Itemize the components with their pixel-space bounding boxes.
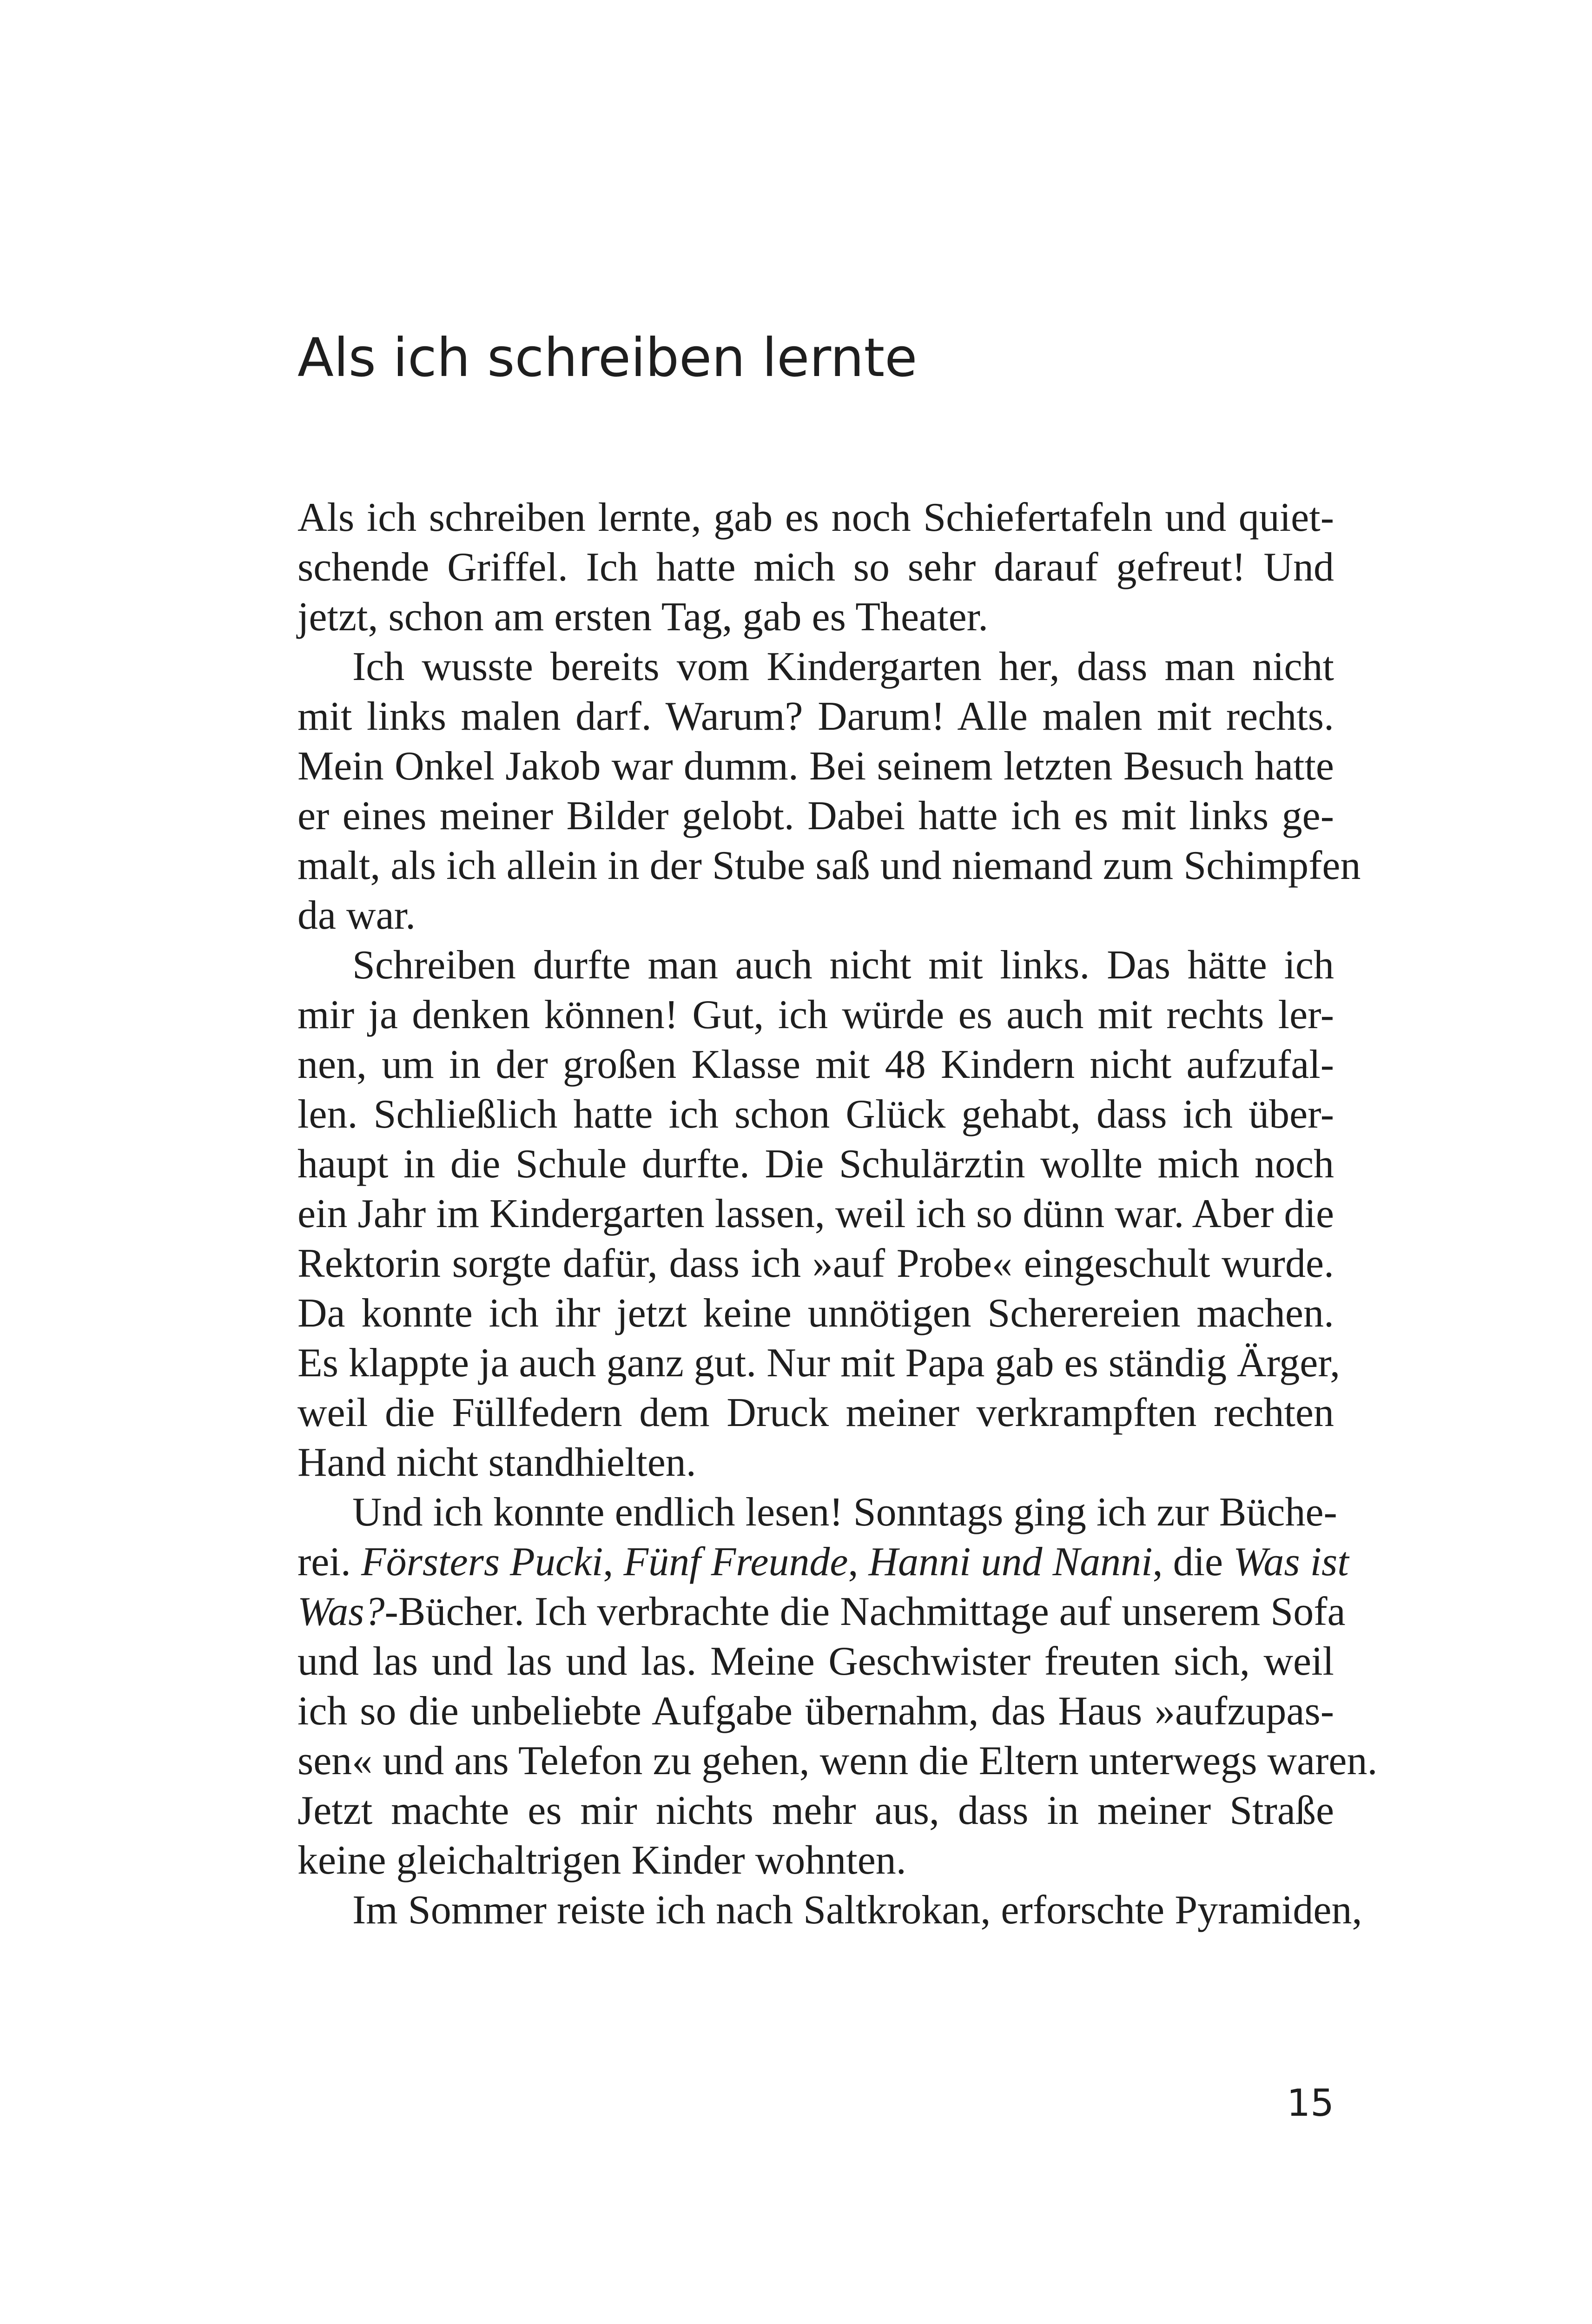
text-line: len. Schließlich hatte ich schon Glück gehabt, dass ich über- [297, 1092, 1334, 1137]
text-line: da war. [297, 893, 416, 938]
text-line: Jetzt machte es mir nichts mehr aus, dass in meiner Straße [297, 1788, 1334, 1833]
text-line: haupt in die Schule durfte. Die Schulärztin wollte mich noch [297, 1142, 1334, 1187]
text-line: Da konnte ich ihr jetzt keine unnötigen Scherereien machen. [297, 1291, 1334, 1336]
text-line: mit links malen darf. Warum? Darum! Alle malen mit rechts. [297, 694, 1334, 739]
book-title-was-ist-was-part1: Was ist [1233, 1539, 1349, 1585]
book-title-foersters-pucki: Försters Pucki [361, 1539, 603, 1585]
text-line: Im Sommer reiste ich nach Saltkrokan, erforschte Pyramiden, [352, 1888, 1362, 1933]
text-line [297, 1537, 1349, 1587]
text-run: , die [1152, 1539, 1234, 1585]
text-run: -Bücher. Ich verbrachte die Nachmittage auf unserem Sofa [384, 1589, 1346, 1634]
text-line: ich so die unbeliebte Aufgabe übernahm, das Haus »aufzupas- [297, 1689, 1334, 1734]
text-line: sen« und ans Telefon zu gehen, wenn die Eltern unterwegs waren. [297, 1738, 1378, 1783]
text-line [297, 1587, 1346, 1637]
text-run: rei. [297, 1539, 361, 1585]
page-number: 15 [1287, 2081, 1334, 2125]
text-line: malt, als ich allein in der Stube saß und niemand zum Schimpfen [297, 843, 1361, 888]
text-line: Schreiben durfte man auch nicht mit links. Das hätte ich [352, 943, 1334, 988]
book-title-was-ist-was-part2: Was? [297, 1589, 385, 1634]
text-line: keine gleichaltrigen Kinder wohnten. [297, 1838, 906, 1883]
book-title-fuenf-freunde: Fünf Freunde [623, 1539, 848, 1585]
text-line: er eines meiner Bilder gelobt. Dabei hatte ich es mit links ge- [297, 793, 1334, 838]
text-line: Mein Onkel Jakob war dumm. Bei seinem letzten Besuch hatte [297, 744, 1334, 789]
text-line: Ich wusste bereits vom Kindergarten her, dass man nicht [352, 644, 1334, 689]
text-run: , [848, 1539, 869, 1585]
text-line: Als ich schreiben lernte, gab es noch Schiefertafeln und quiet- [297, 495, 1334, 540]
text-line: Es klappte ja auch ganz gut. Nur mit Papa gab es ständig Ärger, [297, 1340, 1341, 1386]
text-line: nen, um in der großen Klasse mit 48 Kindern nicht aufzufal- [297, 1042, 1334, 1087]
text-line: Und ich konnte endlich lesen! Sonntags ging ich zur Büche- [352, 1490, 1337, 1535]
text-line: jetzt, schon am ersten Tag, gab es Theater. [297, 594, 989, 640]
text-line: ein Jahr im Kindergarten lassen, weil ich so dünn war. Aber die [297, 1191, 1334, 1236]
text-line: Hand nicht standhielten. [297, 1440, 696, 1485]
text-line: weil die Füllfedern dem Druck meiner verkrampften rechten [297, 1390, 1334, 1435]
text-run: , [603, 1539, 624, 1585]
body-text [297, 493, 1378, 1935]
text-line: mir ja denken können! Gut, ich würde es auch mit rechts ler- [297, 992, 1334, 1037]
chapter-title: Als ich schreiben lernte [297, 327, 918, 389]
text-line: und las und las und las. Meine Geschwister freuten sich, weil [297, 1639, 1334, 1684]
book-title-hanni-und-nanni: Hanni und Nanni [868, 1539, 1153, 1585]
text-line: Rektorin sorgte dafür, dass ich »auf Probe« eingeschult wurde. [297, 1241, 1334, 1286]
text-line: schende Griffel. Ich hatte mich so sehr darauf gefreut! Und [297, 545, 1334, 590]
